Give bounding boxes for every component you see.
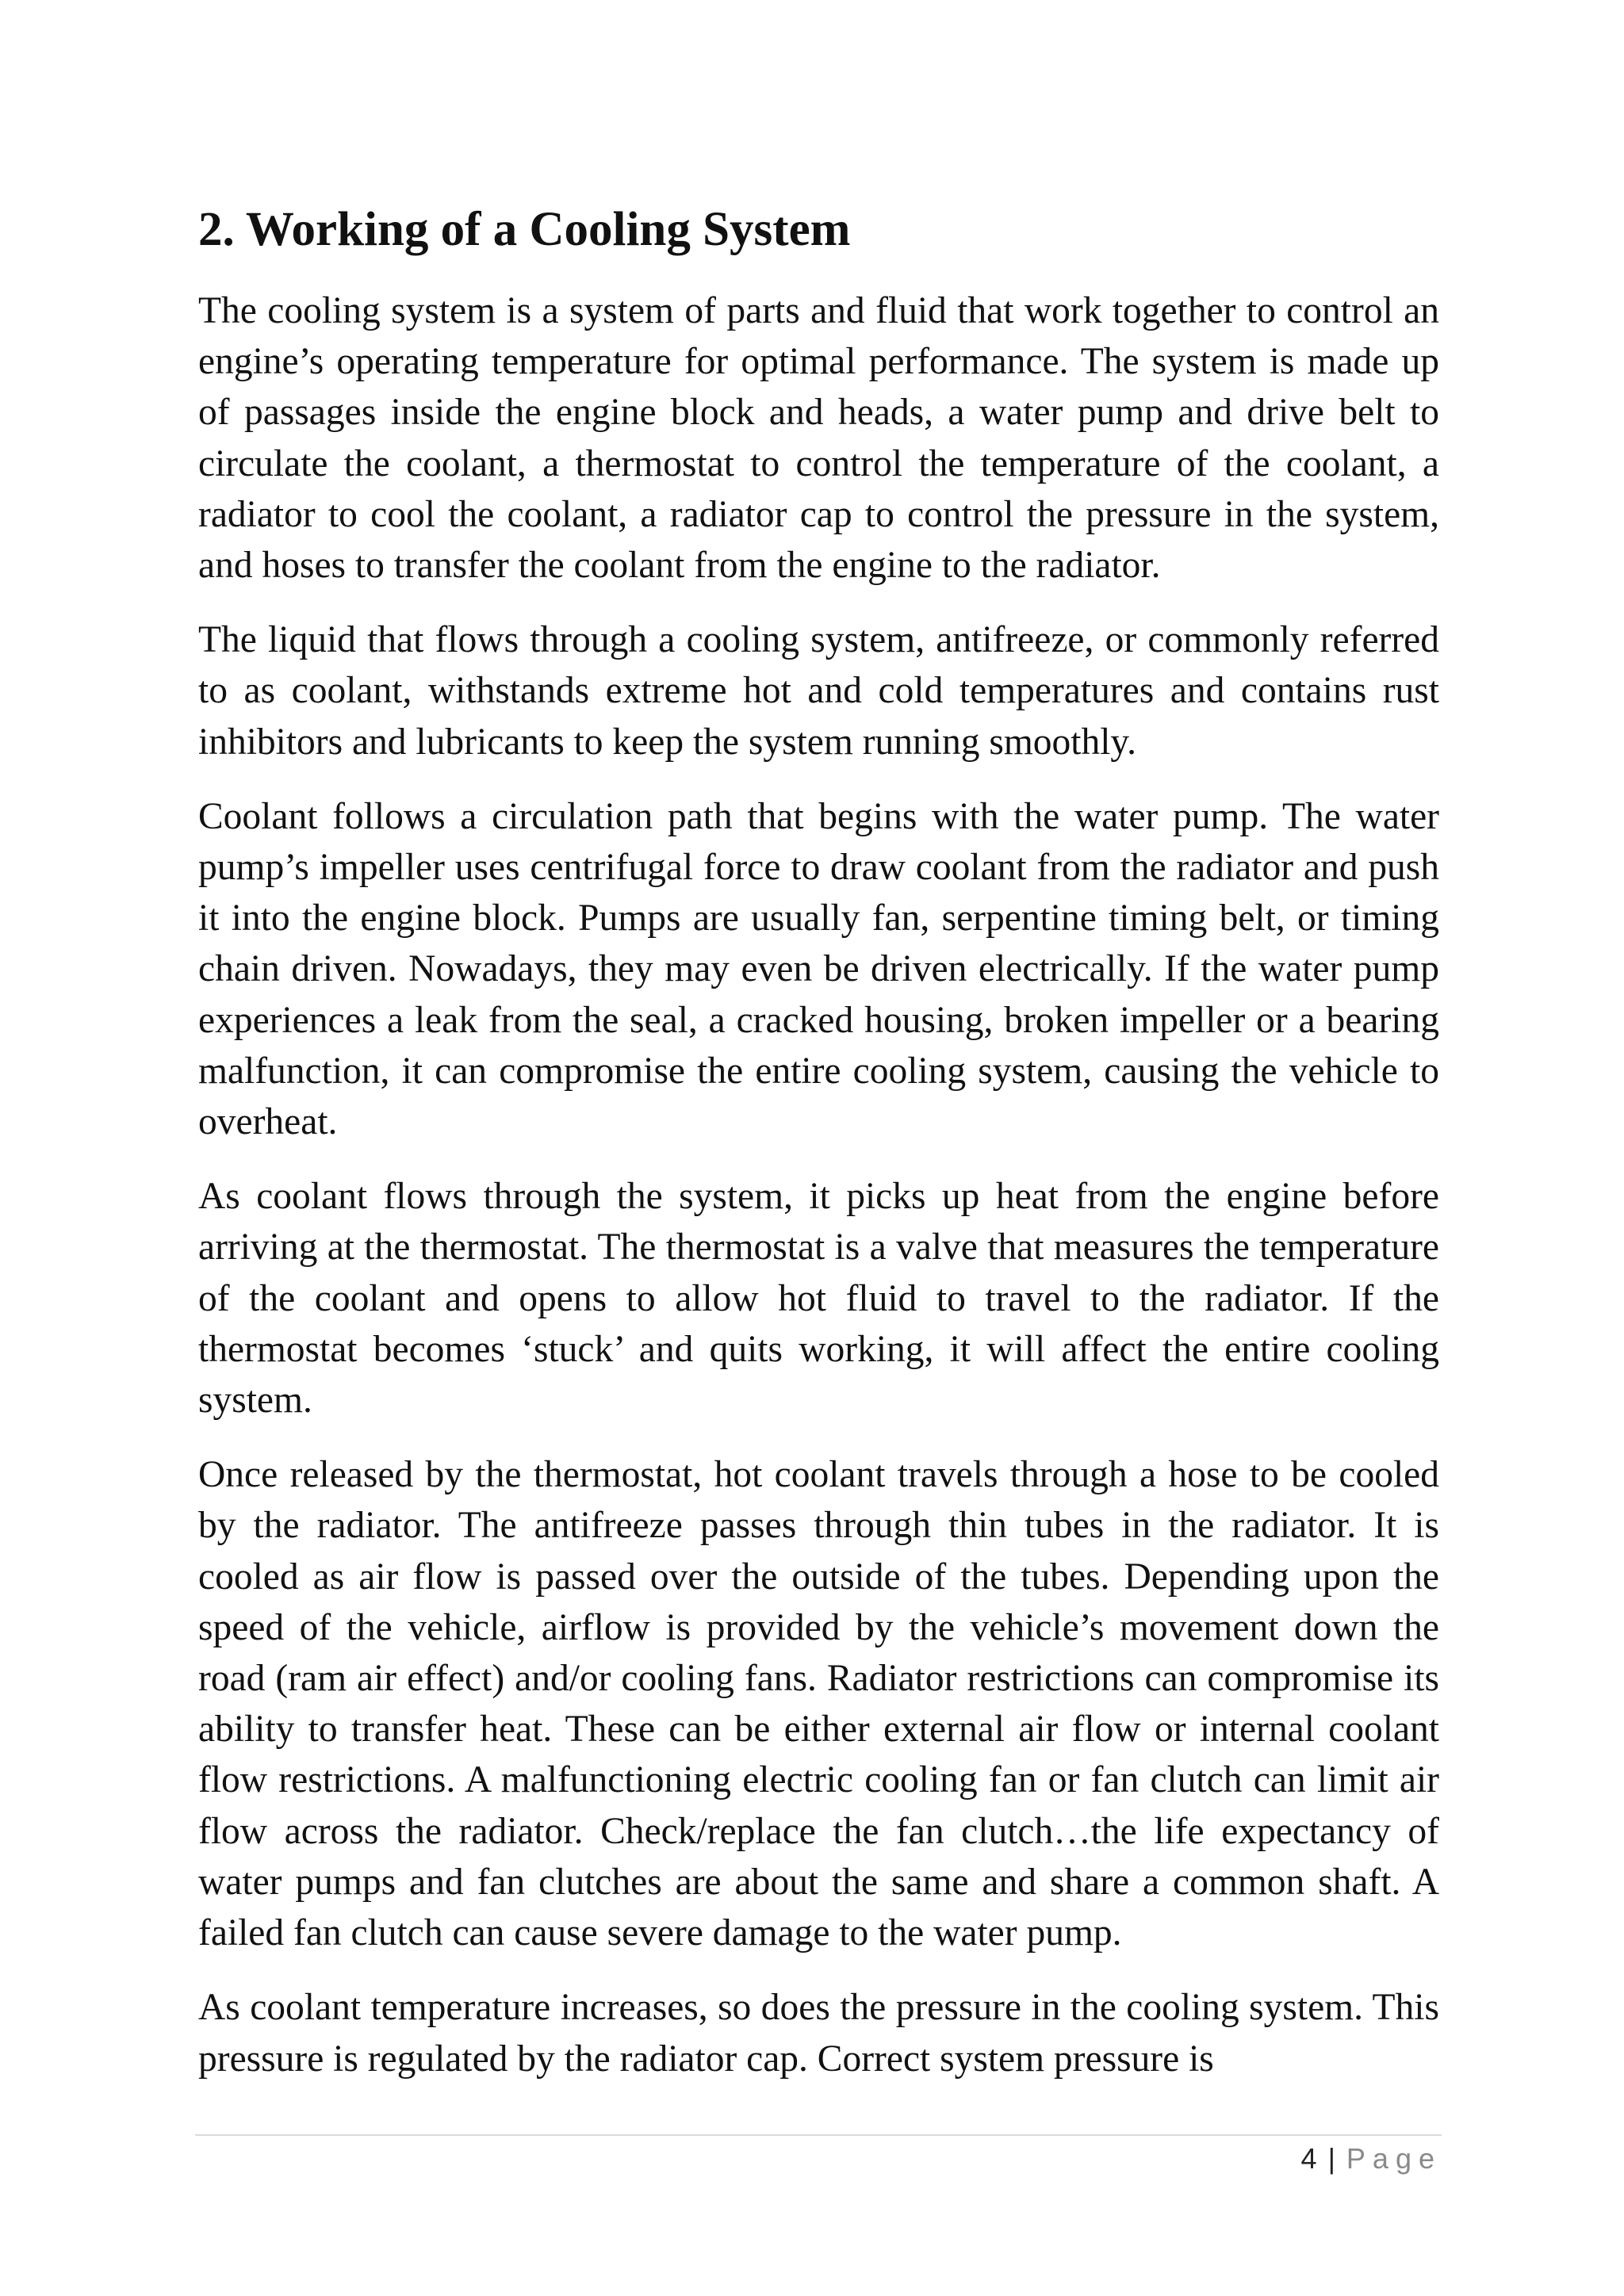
page-footer <box>1301 2139 1442 2179</box>
footer-divider <box>195 2134 1442 2136</box>
page-label: Page <box>1346 2142 1442 2175</box>
section-heading: 2. Working of a Cooling System <box>198 203 851 256</box>
paragraph-3: Coolant follows a circulation path that begins with the water pump. The water pump’s impeller uses centrifugal force to draw coolant from the radiator and push it into the engine block. Pumps are usually fan, serpentine timing belt, or timing chain driven. Nowadays, they may even be driven electrically. If the water pump experiences a leak from the seal, a cracked housing, broken impeller or a bearing malfunction, it can compromise the entire cooling system, causing the vehicle to overheat. <box>198 795 1439 1143</box>
paragraph-6: As coolant temperature increases, so does the pressure in the cooling system. This pressure is regulated by the radiator cap. Correct system pressure is <box>198 1987 1439 2080</box>
paragraph-1: The cooling system is a system of parts and fluid that work together to control an engine’s operating temperature for optimal performance. The system is made up of passages inside the engine block and heads, a water pump and drive belt to circulate the coolant, a thermostat to control the temperature of the coolant, a radiator to cool the coolant, a radiator cap to control the pressure in the system, and hoses to transfer the coolant from the engine to the radiator. <box>198 290 1439 587</box>
paragraph-2: The liquid that flows through a cooling system, antifreeze, or commonly referred to as coolant, withstands extreme hot and cold temperatures and contains rust inhibitors and lubricants to keep the system running smoothly. <box>198 619 1439 763</box>
paragraph-5: Once released by the thermostat, hot coolant travels through a hose to be cooled by the radiator. The antifreeze passes through thin tubes in the radiator. It is cooled as air flow is passed over the outside of the tubes. Depending upon the speed of the vehicle, airflow is provided by the vehicle’s movement down the road (ram air effect) and/or cooling fans. Radiator restrictions can compromise its ability to transfer heat. These can be either external air flow or internal coolant flow restrictions. A malfunctioning electric cooling fan or fan clutch can limit air flow across the radiator. Check/replace the fan clutch…the life expectancy of water pumps and fan clutches are about the same and share a common shaft. A failed fan clutch can cause severe damage to the water pump. <box>198 1454 1439 1954</box>
body-text <box>198 285 1439 2108</box>
paragraph-4: As coolant flows through the system, it picks up heat from the engine before arriving at the thermostat. The thermostat is a valve that measures the temperature of the coolant and opens to allow hot fluid to travel to the radiator. If the thermostat becomes ‘stuck’ and quits working, it will affect the entire cooling system. <box>198 1176 1439 1422</box>
page-number: 4 <box>1300 2142 1317 2175</box>
footer-separator: | <box>1327 2142 1335 2175</box>
